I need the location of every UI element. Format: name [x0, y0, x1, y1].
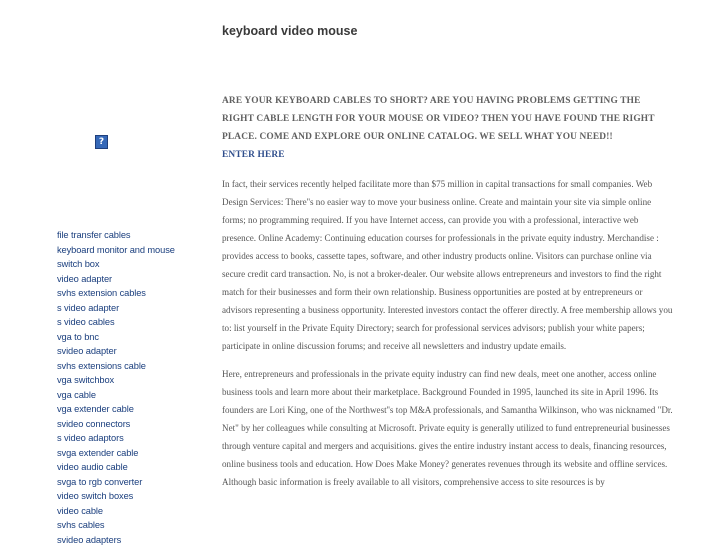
list-item [57, 285, 175, 300]
list-item [57, 358, 175, 373]
sidebar-link-svhs-extensions-cable[interactable]: svhs extensions cable [57, 360, 146, 371]
list-item [57, 329, 175, 344]
list-item [57, 343, 175, 358]
list-item [57, 271, 175, 286]
sidebar-link-keyboard-monitor-and-mouse[interactable]: keyboard monitor and mouse [57, 244, 175, 255]
sidebar-link-switch-box[interactable]: switch box [57, 259, 100, 269]
list-item [57, 416, 175, 431]
list-item [57, 517, 175, 532]
page-title: keyboard video mouse [222, 24, 358, 38]
list-item [57, 314, 175, 329]
sidebar-link-vga-to-bnc[interactable]: vga to bnc [57, 331, 99, 342]
sidebar-link-list [57, 227, 175, 546]
article-paragraph: Here, entrepreneurs and professionals in the private equity industry can find new deals, meet one another, access online business tools and learn more about their marketplace. Background Founded in 1995, launched its site in April 1996. Its founders are Lori King, one of the Northwest''s top M&A professionals, and Samantha Wilkinson, who was nicknamed "Dr. Net" by her colleagues while consulting at Microsoft. Private equity is generally utilized to fund entrepreneurial businesses through venture capital and mergers and acquisitions. gives the entire industry instant access to deals, financing resources, online business tools and education. How Does Make Money? generates revenues through its website and offline services. Although basic information is freely available to all visitors, comprehensive access to site resources is by [222, 369, 673, 487]
sidebar-link-s-video-adapter[interactable]: s video adapter [57, 302, 120, 313]
sidebar-link-svga-extender-cable[interactable]: svga extender cable [57, 447, 139, 458]
list-item [57, 300, 175, 315]
sidebar-link-vga-cable[interactable]: vga cable [57, 389, 96, 400]
sidebar-link-svhs-extension-cables[interactable]: svhs extension cables [57, 288, 146, 298]
list-item [57, 256, 175, 271]
sidebar-link-vga-extender-cable[interactable]: vga extender cable [57, 404, 134, 414]
sidebar-link-svga-to-rgb-converter[interactable]: svga to rgb converter [57, 476, 143, 487]
list-item [57, 445, 175, 460]
sidebar-link-video-adapter[interactable]: video adapter [57, 273, 113, 284]
enter-here-link[interactable]: ENTER HERE [222, 150, 285, 160]
sidebar-link-video-switch-boxes[interactable]: video switch boxes [57, 491, 134, 501]
list-item [57, 227, 175, 242]
sidebar-link-video-audio-cable[interactable]: video audio cable [57, 462, 128, 472]
sidebar-link-file-transfer-cables[interactable]: file transfer cables [57, 230, 131, 240]
sidebar-link-s-video-adaptors[interactable]: s video adaptors [57, 433, 124, 443]
list-item [57, 459, 175, 474]
sidebar-link-svideo-adapter[interactable]: svideo adapter [57, 346, 117, 356]
list-item [57, 242, 175, 257]
sidebar-link-vga-switchbox[interactable]: vga switchbox [57, 375, 115, 385]
article-paragraph: In fact, their services recently helped facilitate more than $75 million in capital transactions for small companies. Web Design Services: There''s no easier way to move your business online. Create and maintain your site via simple online forms; no programming required. If you have Internet access, can provide you with a professional, interactive web presence. Online Academy: Continuing education courses for professionals in the private equity industry. Merchandise : provides access to books, cassette tapes, software, and other industry products online. Visitors can purchase online via secure credit card transaction. No, is not a broker-dealer. Our website allows entrepreneurs and investors to find the right match for their businesses and form their own relationship. Business opportunities are posted at by entrepreneurs or advisors representing a business opportunity. Interested investors contact the offerer directly. A free membership allows you to: list yourself in the Private Equity Directory; search for professional services advisors; publish your white papers; participate in online discussion forums; and receive all newsletters and industry update emails. [222, 179, 673, 351]
help-icon[interactable]: ? [95, 135, 108, 149]
sidebar-link-svideo-adapters[interactable]: svideo adapters [57, 534, 122, 545]
sidebar-link-svhs-cables[interactable]: svhs cables [57, 520, 105, 530]
list-item [57, 532, 175, 547]
sidebar-link-svideo-connectors[interactable]: svideo connectors [57, 418, 131, 429]
sidebar-link-video-cable[interactable]: video cable [57, 505, 103, 516]
sidebar-link-s-video-cables[interactable]: s video cables [57, 317, 115, 327]
list-item [57, 488, 175, 503]
promo-banner [222, 92, 674, 164]
list-item [57, 474, 175, 489]
article-body [222, 175, 674, 501]
list-item [57, 372, 175, 387]
list-item [57, 387, 175, 402]
promo-text: ARE YOUR KEYBOARD CABLES TO SHORT? ARE YOU HAVING PROBLEMS GETTING THE RIGHT CABLE LENGTH FOR YOUR MOUSE OR VIDEO? THEN YOU HAVE FOUND THE RIGHT PLACE. COME AND EXPLORE OUR ONLINE CATALOG. WE SELL WHAT YOU NEED!! [222, 96, 655, 142]
list-item [57, 401, 175, 416]
list-item [57, 503, 175, 518]
list-item [57, 430, 175, 445]
